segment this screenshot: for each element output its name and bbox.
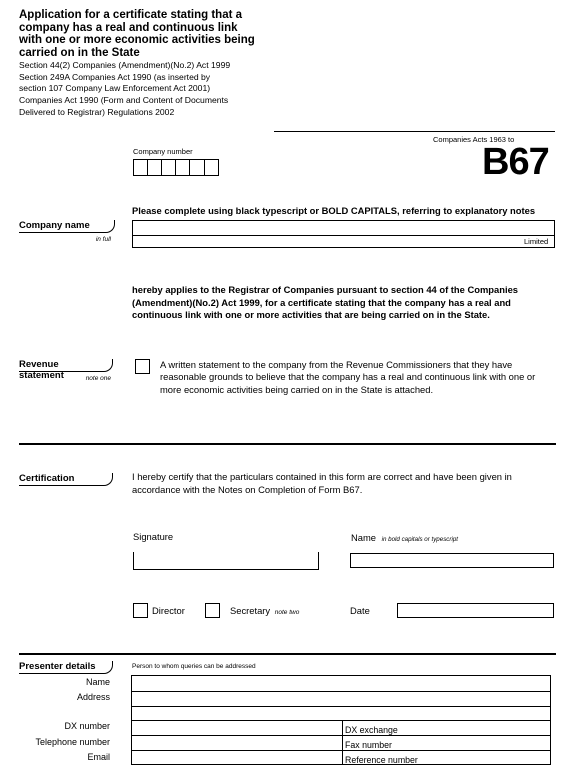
secretary-label [230,605,299,616]
signature-label: Signature [133,531,174,542]
section-divider [19,443,556,445]
dx-number-field[interactable] [132,720,340,734]
presenter-dx-number-label: DX number [64,721,110,731]
instructions: Please complete using black typescript or BOLD CAPITALS, referring to explanatory notes [132,205,536,216]
name-label-text: Name [351,532,377,543]
revenue-text: A written statement to the company from the Revenue Commissioners that they have reasonable grounds to believe that the company has a real and continuous link with one or more economic activities being carried on in the State is attached. [160,359,536,395]
telephone-field[interactable] [132,735,340,749]
legal-line: Delivered to Registrar) Regulations 2002 [19,106,175,117]
presenter-divider [19,653,556,655]
company-number-label: Company number [133,147,193,156]
legal-line: Companies Act 1990 (Form and Content of Documents [19,95,229,106]
acts-label: Companies Acts 1963 to [433,135,515,144]
company-number-field[interactable] [133,159,219,176]
revenue-note: note one [85,375,111,382]
name-hint: in bold capitals or typescript [381,536,458,543]
presenter-name-label: Name [85,677,110,687]
presenter-details-label: Presenter details [19,661,113,674]
name-label [351,532,458,543]
legal-line: Section 44(2) Companies (Amendment)(No.2) Act 1999 [19,60,231,70]
legal-line: section 107 Company Law Enforcement Act 2001) [19,83,211,94]
application-text: hereby applies to the Registrar of Companies pursuant to section 44 of the Companies (Amendment)(No.2) Act 1999, for a certificate stating that the company has a real and continuous link with one or more activities that are being carried on in the State. [132,284,519,320]
legal-references [19,60,269,119]
legal-line: Section 249A Companies Act 1990 (as inserted by [19,71,211,82]
fax-number-label: Fax number [345,740,392,750]
director-label: Director [152,605,185,616]
presenter-address-field[interactable] [132,691,550,719]
revenue-checkbox[interactable] [135,359,150,374]
presenter-subtitle: Person to whom queries can be addressed [132,663,256,670]
date-field[interactable] [397,603,554,618]
name-field[interactable] [350,553,554,568]
secretary-checkbox[interactable] [205,603,220,618]
form-title: Application for a certificate stating that a company has a real and continuous link with one or more economic activities being carried on in the State [19,9,255,59]
header-rule [274,131,555,132]
date-label: Date [350,605,370,616]
presenter-address-label: Address [76,692,110,702]
company-name-label: Company name [19,220,115,233]
secretary-label-text: Secretary [230,605,271,616]
reference-number-label: Reference number [345,755,418,765]
secretary-note: note two [274,609,300,616]
dx-exchange-label: DX exchange [345,725,398,735]
form-code: B67 [482,141,549,183]
company-name-field[interactable] [132,220,555,236]
certification-text: I hereby certify that the particulars contained in this form are correct and have been given in accordance with the Notes on Completion of Form B67. [132,471,512,495]
signature-field[interactable] [133,552,319,570]
director-checkbox[interactable] [133,603,148,618]
revenue-statement-label: Revenue statement [19,359,113,372]
email-field[interactable] [132,750,340,764]
presenter-name-field[interactable] [132,676,550,690]
certification-label: Certification [19,473,113,486]
limited-suffix: Limited [524,237,549,246]
company-name-field-2[interactable] [132,235,555,248]
presenter-email-label: Email [87,752,110,762]
company-name-note: in full [95,236,111,243]
presenter-telephone-label: Telephone number [35,737,110,747]
